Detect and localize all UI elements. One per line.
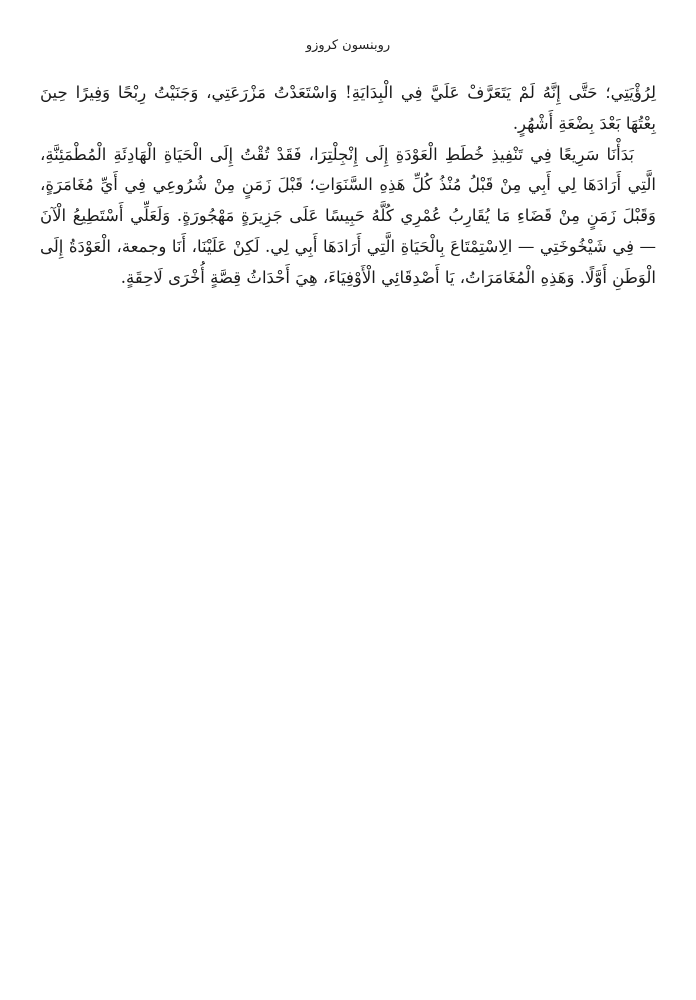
body-text [40,78,656,294]
paragraph-continuation: لِرُؤْيَتِي؛ حَتَّى إِنَّهُ لَمْ يَتَعَرَّفْ عَلَيَّ فِي الْبِدَايَةِ! وَاسْتَعَدْتُ مَزْرَعَتِي، وَجَنَيْتُ رِبْحًا وَفِيرًا حِينَ بِعْتُهَا بَعْدَ بِضْعَةِ أَشْهُرٍ. [40,83,656,133]
running-header-title: روبنسون كروزو [305,38,391,53]
paragraph-return-home: بَدَأْنَا سَرِيعًا فِي تَنْفِيذِ خُطَطِ الْعَوْدَةِ إِلَى إِنْجِلْتِرَا، فَقَدْ تُقْتُ إِلَى الْحَيَاةِ الْهَادِئَةِ الْمُطْمَئِنَّةِ، الَّتِي أَرَادَهَا لِي أَبِي مِنْ قَبْلُ مُنْذُ كُلِّ هَذِهِ السَّنَوَاتِ؛ قَبْلَ زَمَنٍ مِنْ شُرُوعِي فِي أَيِّ مُغَامَرَةٍ، وَقَبْلَ زَمَنٍ مِنْ قَضَاءِ مَا يُقَارِبُ عُمْرِي كُلَّهُ حَبِيسًا عَلَى جَزِيرَةٍ مَهْجُورَةٍ. وَلَعَلِّي أَسْتَطِيعُ الْآنَ — فِي شَيْخُوخَتِي — الِاسْتِمْتَاعَ بِالْحَيَاةِ الَّتِي أَرَادَهَا أَبِي لِي. لَكِنْ عَلَيْنَا، أَنَا وجمعة، الْعَوْدَةُ إِلَى الْوَطَنِ أَوَّلًا. وَهَذِهِ الْمُغَامَرَاتُ، يَا أَصْدِقَائِي الْأَوْفِيَاءَ، هِيَ أَحْدَاثُ قِصَّةٍ أُخْرَى لَاحِقَةٍ. [40,144,656,287]
